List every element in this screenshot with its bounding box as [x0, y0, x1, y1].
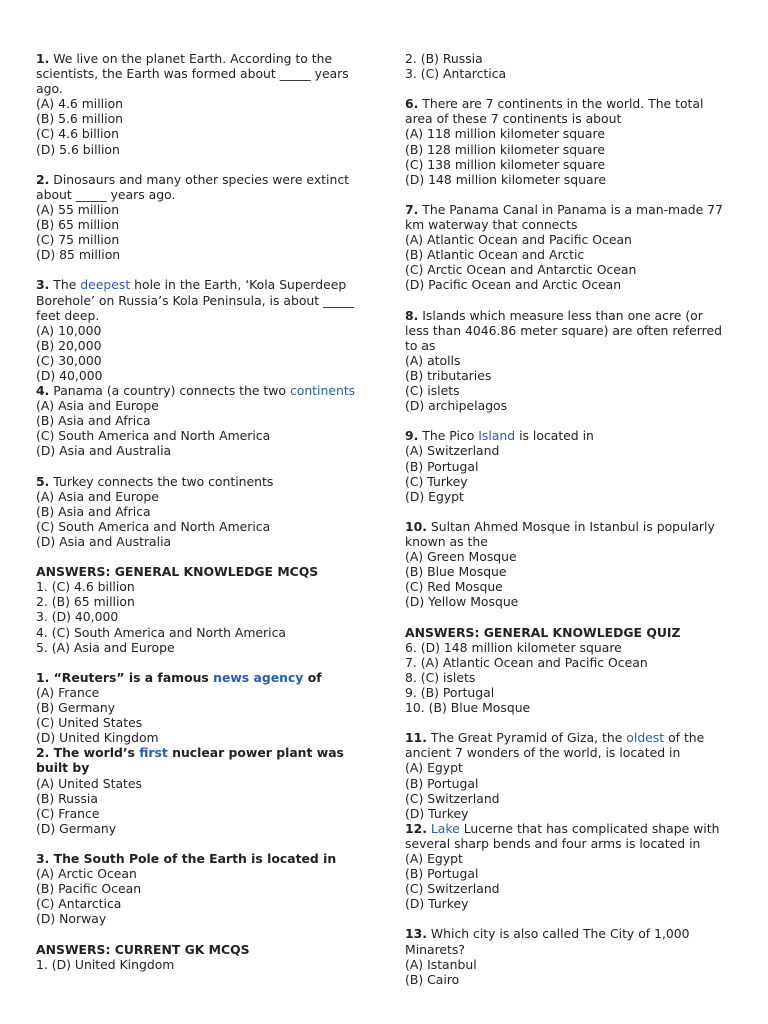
text-segment: (B) Germany [36, 700, 116, 716]
text-line [36, 413, 386, 428]
text-line [36, 232, 386, 247]
text-segment: to as [405, 337, 436, 353]
text-line [36, 791, 386, 806]
text-segment: (C) South America and North America [36, 518, 271, 534]
text-line [36, 534, 386, 549]
text-line [405, 745, 755, 760]
text-line [36, 851, 386, 866]
text-segment: (D) United Kingdom [36, 730, 159, 746]
text-line [36, 428, 386, 443]
text-line [405, 157, 755, 172]
text-line [405, 474, 755, 489]
paragraph-gap [36, 549, 386, 564]
text-line [36, 942, 386, 957]
text-segment: (D) Norway [36, 911, 107, 927]
text-segment: 1. (C) 4.6 billion [36, 579, 135, 595]
paragraph-gap [36, 926, 386, 941]
text-line [405, 806, 755, 821]
text-segment: (C) United States [36, 715, 143, 731]
text-segment: ANSWERS: GENERAL KNOWLEDGE MCQS [36, 564, 319, 580]
text-segment: (B) Portugal [405, 458, 479, 474]
text-line [405, 821, 755, 836]
text-segment: 1. “Reuters” is a famous [36, 669, 214, 685]
text-line [36, 957, 386, 972]
text-line [405, 277, 755, 292]
text-segment: Borehole’ on Russia’s Kola Peninsula, is about _____ [36, 292, 355, 308]
text-segment: The Panama Canal in Panama is a man-made 77 [418, 201, 723, 217]
text-line [36, 51, 386, 66]
text-line [36, 96, 386, 111]
text-line [405, 217, 755, 232]
text-segment: (C) 75 million [36, 232, 120, 248]
text-line [36, 866, 386, 881]
text-line [36, 670, 386, 685]
text-segment: Lucerne that has complicated shape with [459, 820, 720, 836]
text-segment: of the [664, 730, 705, 746]
text-line [36, 368, 386, 383]
text-segment: (A) United States [36, 775, 142, 791]
text-line [36, 383, 386, 398]
text-segment: area of these 7 continents is about [405, 111, 622, 127]
text-segment: (B) Atlantic Ocean and Arctic [405, 247, 585, 263]
text-line [405, 564, 755, 579]
text-segment: (C) Antarctica [36, 896, 122, 912]
text-line [405, 534, 755, 549]
text-line [36, 685, 386, 700]
text-segment: nuclear power plant was [167, 745, 344, 761]
text-segment: (C) 4.6 billion [36, 126, 119, 142]
text-line [405, 96, 755, 111]
text-line [405, 51, 755, 66]
text-segment: 1. (D) United Kingdom [36, 956, 175, 972]
text-line [36, 202, 386, 217]
text-line [36, 323, 386, 338]
text-line [405, 942, 755, 957]
text-segment: km waterway that connects [405, 217, 578, 233]
text-segment: 3. (D) 40,000 [36, 609, 119, 625]
text-segment: (C) France [36, 805, 100, 821]
text-segment: Dinosaurs and many other species were extinct [49, 171, 349, 187]
inline-link[interactable]: Lake [430, 820, 460, 836]
text-segment: known as the [405, 534, 488, 549]
text-segment: 6. [405, 96, 419, 112]
text-segment: (B) Pacific Ocean [36, 881, 142, 897]
text-segment: 2. (B) 65 million [36, 594, 135, 610]
text-segment: (D) Asia and Australia [36, 534, 172, 549]
text-segment: (B) Cairo [405, 971, 460, 987]
text-segment: (D) Germany [36, 820, 117, 836]
text-segment: (A) Switzerland [405, 443, 500, 459]
text-segment: (A) Green Mosque [405, 549, 517, 565]
text-segment: (A) Egypt [405, 850, 463, 866]
text-segment: (C) 138 million kilometer square [405, 156, 606, 172]
text-segment: (B) Portugal [405, 775, 479, 791]
text-line [36, 474, 386, 489]
inline-link[interactable]: continents [289, 383, 356, 399]
text-line [36, 730, 386, 745]
text-line [36, 308, 386, 323]
text-segment: Turkey connects the two continents [49, 473, 274, 489]
text-segment: There are 7 continents in the world. The total [418, 96, 704, 112]
text-segment: (A) Egypt [405, 760, 463, 776]
text-line [405, 489, 755, 504]
text-segment: 7. (A) Atlantic Ocean and Pacific Ocean [405, 654, 648, 670]
text-line [36, 111, 386, 126]
text-segment: (D) Yellow Mosque [405, 594, 519, 610]
text-segment: 9. (B) Portugal [405, 684, 495, 700]
inline-link[interactable]: news agency [213, 669, 304, 685]
text-segment: 11. [405, 730, 427, 746]
text-line [36, 579, 386, 594]
text-line [405, 338, 755, 353]
text-segment: 10. (B) Blue Mosque [405, 700, 531, 716]
text-segment: (D) Turkey [405, 805, 469, 821]
text-segment: (A) Atlantic Ocean and Pacific Ocean [405, 232, 632, 248]
paragraph-gap [405, 187, 755, 202]
text-segment: (A) 55 million [36, 201, 120, 217]
text-segment: (C) South America and North America [36, 428, 271, 444]
inline-link[interactable]: Island [478, 428, 516, 444]
text-segment: Minarets? [405, 941, 465, 957]
text-line [405, 262, 755, 277]
text-line [405, 549, 755, 564]
text-line [405, 459, 755, 474]
paragraph-gap [405, 413, 755, 428]
text-segment: of [303, 669, 322, 685]
text-line [36, 881, 386, 896]
paragraph-gap [405, 609, 755, 624]
inline-link[interactable]: deepest [80, 277, 131, 293]
text-line [36, 489, 386, 504]
text-segment: Sultan Ahmed Mosque in Istanbul is popularly [426, 518, 715, 534]
text-segment: (B) 128 million kilometer square [405, 141, 605, 157]
text-line [405, 579, 755, 594]
text-segment: Panama (a country) connects the two [49, 383, 290, 399]
text-line [405, 353, 755, 368]
text-segment: (A) Istanbul [405, 956, 477, 972]
text-line [405, 760, 755, 775]
text-line [405, 866, 755, 881]
text-segment: 3. [36, 277, 50, 293]
text-line [405, 443, 755, 458]
text-line [405, 111, 755, 126]
text-line [405, 172, 755, 187]
text-segment: The Great Pyramid of Giza, the [426, 730, 627, 746]
text-segment: (B) tributaries [405, 367, 492, 383]
text-line [36, 519, 386, 534]
text-segment: 1. [36, 51, 50, 66]
text-line [36, 187, 386, 202]
paragraph-gap [405, 504, 755, 519]
text-line [405, 323, 755, 338]
text-segment: 2. (B) Russia [405, 51, 483, 66]
text-segment: is located in [515, 428, 594, 444]
text-line [36, 443, 386, 458]
text-line [405, 836, 755, 851]
text-segment: 2. The world’s [36, 745, 140, 761]
text-segment: 4. [36, 383, 50, 399]
text-segment: (D) 148 million kilometer square [405, 171, 607, 187]
text-segment: 3. (C) Antarctica [405, 66, 507, 82]
text-segment: (B) Portugal [405, 866, 479, 882]
text-segment: 5. [36, 473, 50, 489]
text-segment: (B) Russia [36, 790, 98, 806]
text-line [405, 594, 755, 609]
text-line [405, 308, 755, 323]
text-segment: (D) 40,000 [36, 367, 103, 383]
text-segment: (C) Switzerland [405, 790, 500, 806]
text-segment: (D) 5.6 billion [36, 141, 120, 157]
text-segment: scientists, the Earth was formed about _____ years [36, 66, 349, 82]
inline-link[interactable]: first [139, 745, 168, 761]
text-segment: 12. [405, 820, 427, 836]
text-segment: ago. [36, 81, 63, 97]
text-line [405, 957, 755, 972]
text-line [405, 776, 755, 791]
text-segment: 7. [405, 201, 419, 217]
text-segment: (D) 85 million [36, 247, 121, 263]
text-line [36, 896, 386, 911]
text-segment: (A) 118 million kilometer square [405, 126, 605, 142]
text-line [405, 232, 755, 247]
text-line [36, 398, 386, 413]
text-segment: The [49, 277, 81, 293]
text-line [36, 760, 386, 775]
paragraph-gap [405, 715, 755, 730]
text-segment: (A) 10,000 [36, 322, 102, 338]
paragraph-gap [405, 81, 755, 96]
text-segment: (D) Turkey [405, 896, 469, 912]
text-line [405, 202, 755, 217]
text-segment: The Pico [418, 428, 479, 444]
paragraph-gap [36, 157, 386, 172]
text-segment: several sharp bends and four arms is located in [405, 835, 701, 851]
text-line [36, 293, 386, 308]
text-line [405, 926, 755, 941]
text-segment: We live on the planet Earth. According to the [49, 51, 333, 66]
text-line [36, 594, 386, 609]
text-segment: (C) Arctic Ocean and Antarctic Ocean [405, 262, 637, 278]
inline-link[interactable]: oldest [626, 730, 665, 746]
text-line [36, 172, 386, 187]
text-segment: 10. [405, 518, 427, 534]
text-line [36, 142, 386, 157]
text-line [36, 217, 386, 232]
text-segment: Which city is also called The City of 1,000 [426, 926, 690, 942]
text-line [36, 247, 386, 262]
left-column [36, 51, 386, 972]
text-segment: (C) Switzerland [405, 881, 500, 897]
text-line [405, 655, 755, 670]
text-line [36, 353, 386, 368]
text-segment: 6. (D) 148 million kilometer square [405, 639, 622, 655]
text-line [405, 247, 755, 262]
text-line [36, 504, 386, 519]
text-segment: (D) Egypt [405, 488, 464, 504]
text-segment: (A) France [36, 684, 100, 700]
text-segment: ancient 7 wonders of the world, is located in [405, 745, 681, 761]
text-line [405, 851, 755, 866]
text-segment: (B) 20,000 [36, 337, 102, 353]
text-segment: 2. [36, 171, 50, 187]
right-column [405, 51, 755, 987]
text-line [405, 700, 755, 715]
text-line [405, 428, 755, 443]
text-line [36, 81, 386, 96]
text-line [36, 564, 386, 579]
text-line [36, 277, 386, 292]
text-segment: 13. [405, 926, 427, 942]
text-segment: ANSWERS: CURRENT GK MCQS [36, 941, 250, 957]
text-line [405, 791, 755, 806]
text-segment: 9. [405, 428, 419, 444]
text-line [36, 338, 386, 353]
text-segment: less than 4046.86 meter square) are often referred [405, 322, 722, 338]
text-line [36, 776, 386, 791]
text-segment: feet deep. [36, 307, 100, 323]
text-line [405, 640, 755, 655]
text-line [36, 700, 386, 715]
text-line [405, 368, 755, 383]
text-line [36, 640, 386, 655]
text-line [36, 126, 386, 141]
text-line [405, 66, 755, 81]
text-line [405, 126, 755, 141]
text-segment: hole in the Earth, ‘Kola Superdeep [130, 277, 347, 293]
text-segment: (B) 5.6 million [36, 111, 124, 127]
text-segment: (A) Asia and Europe [36, 398, 159, 414]
text-segment: 8. [405, 307, 419, 323]
text-line [36, 911, 386, 926]
text-segment: (B) 65 million [36, 217, 120, 233]
text-segment: (C) islets [405, 383, 460, 399]
paragraph-gap [405, 911, 755, 926]
text-segment: 3. The South Pole of the Earth is located in [36, 850, 337, 866]
text-segment: (B) Asia and Africa [36, 503, 151, 519]
text-segment: 5. (A) Asia and Europe [36, 639, 175, 655]
text-segment: (C) 30,000 [36, 352, 102, 368]
text-segment: (C) Turkey [405, 473, 468, 489]
text-segment: built by [36, 760, 90, 776]
text-segment: about _____ years ago. [36, 186, 176, 202]
text-line [405, 730, 755, 745]
text-line [405, 896, 755, 911]
text-segment: 8. (C) islets [405, 669, 476, 685]
text-line [405, 519, 755, 534]
text-segment: (D) Pacific Ocean and Arctic Ocean [405, 277, 622, 293]
text-line [36, 625, 386, 640]
text-line [36, 821, 386, 836]
text-segment: 4. (C) South America and North America [36, 624, 286, 640]
paragraph-gap [36, 262, 386, 277]
text-segment: (A) atolls [405, 352, 461, 368]
paragraph-gap [36, 655, 386, 670]
text-line [36, 715, 386, 730]
text-segment: ANSWERS: GENERAL KNOWLEDGE QUIZ [405, 624, 681, 640]
text-line [405, 383, 755, 398]
text-line [405, 142, 755, 157]
text-segment: (B) Blue Mosque [405, 564, 507, 580]
text-segment: (A) 4.6 million [36, 96, 124, 112]
paragraph-gap [36, 836, 386, 851]
text-line [405, 398, 755, 413]
text-segment: Islands which measure less than one acre (or [418, 307, 703, 323]
text-line [405, 972, 755, 987]
text-segment: (D) Asia and Australia [36, 443, 172, 459]
text-line [36, 745, 386, 760]
text-segment: (A) Arctic Ocean [36, 866, 137, 882]
text-segment: (C) Red Mosque [405, 579, 503, 595]
text-line [405, 670, 755, 685]
text-line [36, 609, 386, 624]
text-segment: (B) Asia and Africa [36, 413, 151, 429]
text-line [36, 66, 386, 81]
paragraph-gap [405, 293, 755, 308]
paragraph-gap [36, 459, 386, 474]
text-line [405, 881, 755, 896]
text-line [36, 806, 386, 821]
text-line [405, 685, 755, 700]
text-segment: (D) archipelagos [405, 398, 508, 414]
text-segment: (A) Asia and Europe [36, 488, 159, 504]
text-line [405, 625, 755, 640]
